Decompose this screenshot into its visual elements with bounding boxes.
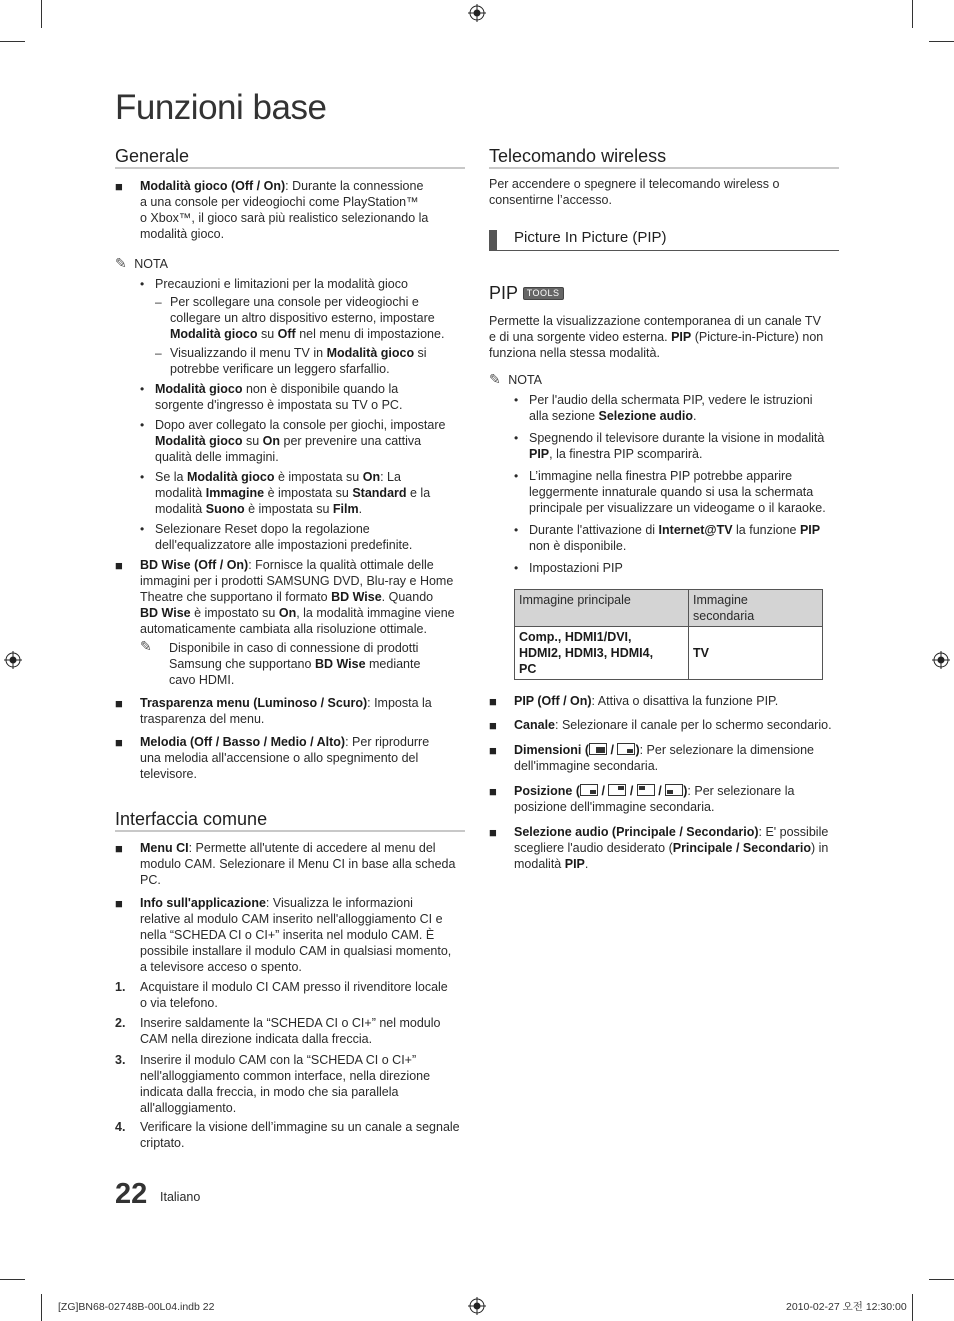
note-item: • Spegnendo il televisore durante la visione in modalità PIP, la finestra PIP scomparirà. <box>514 431 825 461</box>
registration-mark-icon <box>468 1297 486 1315</box>
note-item: • Se la Modalità gioco è impostata su On: La modalità Immagine è impostata su Standard e la modalità Suono è impostata su Film. <box>140 470 431 516</box>
footer-file-info: [ZG]BN68-02748B-00L04.indb 22 <box>58 1301 215 1313</box>
section-heading-telecomando: Telecomando wireless <box>489 146 667 166</box>
crop-mark <box>41 1294 42 1321</box>
section-heading-interfaccia-comune: Interfaccia comune <box>115 809 268 829</box>
page-number: 22 <box>115 1178 148 1210</box>
position-top-right-icon <box>608 784 626 796</box>
footer-date: 2010-02-27 오전 12:30:00 <box>786 1301 907 1313</box>
pip-intro: Permette la visualizzazione contemporanea di un canale TV e di una sorgente video esterna. PIP (Picture-in-Picture) non funziona nella stessa modalità. <box>489 314 824 360</box>
bullet-dot-icon: • <box>140 277 145 291</box>
bullet-square-icon: ■ <box>489 784 497 799</box>
bullet-square-icon: ■ <box>115 558 123 573</box>
dash-icon: – <box>155 346 162 360</box>
subsection-bar <box>489 230 497 250</box>
telecomando-text: Per accendere o spegnere il telecomando wireless o consentirne l’accesso. <box>489 177 780 207</box>
heading-rule <box>115 167 465 169</box>
table-header-cell: Immagine secondaria <box>689 590 823 627</box>
note-pencil-icon: ✎ <box>140 638 152 654</box>
size-large-icon <box>589 743 607 755</box>
subsection-rule <box>489 250 839 251</box>
note-header: ✎ NOTA <box>489 371 543 387</box>
note-item: • Impostazioni PIP <box>514 561 623 575</box>
pip-note-list <box>514 392 841 576</box>
table-row <box>515 627 823 680</box>
note-item: • Per l'audio della schermata PIP, vedere le istruzioni alla sezione Selezione audio. <box>514 393 813 423</box>
table-header-cell: Immagine principale <box>515 590 689 627</box>
crop-mark <box>929 1279 954 1280</box>
crop-mark <box>41 0 42 28</box>
note-subitem: – Per scollegare una console per videogiochi e collegare un altro dispositivo esterno, impostare Modalità gioco su Off nel menu di impostazione. <box>155 295 445 341</box>
section-heading-generale: Generale <box>115 146 190 166</box>
note-item: • L’immagine nella finestra PIP potrebbe apparire leggermente innaturale quando si usa la schermata principale per visualizzare un videogame o il karaoke. <box>514 469 826 515</box>
bullet-square-icon: ■ <box>489 718 497 733</box>
table-cell: Comp., HDMI1/DVI, HDMI2, HDMI3, HDMI4, PC <box>515 627 689 680</box>
size-small-icon <box>617 743 635 755</box>
crop-mark <box>912 0 913 28</box>
bullet-dot-icon: • <box>140 382 145 396</box>
bullet-square-icon: ■ <box>115 841 123 856</box>
note-item: • Selezionare Reset dopo la regolazione dell'equalizzatore alle impostazioni predefinite. <box>140 522 413 552</box>
bullet-dot-icon: • <box>514 523 519 537</box>
registration-mark-icon <box>4 651 22 669</box>
crop-mark <box>929 41 954 42</box>
dash-icon: – <box>155 295 162 309</box>
heading-rule <box>489 167 839 169</box>
bullet-square-icon: ■ <box>489 825 497 840</box>
subsection-heading-pip: Picture In Picture (PIP) <box>514 229 667 246</box>
bullet-dot-icon: • <box>514 469 519 483</box>
note-item: • Precauzioni e limitazioni per la modalità gioco <box>140 277 408 291</box>
note-item: • Modalità gioco non è disponibile quando la sorgente d'ingresso è impostata su TV o PC. <box>140 382 403 412</box>
bullet-dot-icon: • <box>514 431 519 445</box>
note-item: • Dopo aver collegato la console per giochi, impostare Modalità gioco su On per prevenire una cattiva qualità delle immagini. <box>140 418 446 464</box>
note-header: ✎ NOTA <box>115 255 169 271</box>
registration-mark-icon <box>932 651 950 669</box>
pip-settings-table <box>514 589 823 680</box>
page-title: Funzioni base <box>115 88 327 127</box>
bullet-dot-icon: • <box>140 522 145 536</box>
bullet-square-icon: ■ <box>115 696 123 711</box>
bullet-dot-icon: • <box>514 561 519 575</box>
crop-mark <box>0 41 25 42</box>
crop-mark <box>912 1294 913 1321</box>
note-subitem: – Visualizzando il menu TV in Modalità gioco si potrebbe verificare un leggero sfarfallio. <box>155 346 427 376</box>
page-language: Italiano <box>160 1190 201 1204</box>
tools-badge-icon: TOOLS <box>523 287 564 300</box>
bullet-dot-icon: • <box>140 418 145 432</box>
note-item: • Durante l'attivazione di Internet@TV la funzione PIP non è disponibile. <box>514 523 821 553</box>
bullet-dot-icon: • <box>514 393 519 407</box>
bullet-dot-icon: • <box>140 470 145 484</box>
note-pencil-icon: ✎ <box>489 371 501 387</box>
pip-heading: PIP TOOLS <box>489 282 564 304</box>
note-pencil-icon: ✎ <box>115 255 127 271</box>
bullet-square-icon: ■ <box>115 735 123 750</box>
bullet-square-icon: ■ <box>489 743 497 758</box>
registration-mark-icon <box>468 4 486 22</box>
table-header-row <box>515 590 823 627</box>
bullet-square-icon: ■ <box>489 694 497 709</box>
position-bottom-left-icon <box>665 784 683 796</box>
position-top-left-icon <box>637 784 655 796</box>
heading-rule <box>115 830 465 832</box>
table-cell: TV <box>689 627 823 680</box>
bullet-square-icon: ■ <box>115 179 123 194</box>
crop-mark <box>0 1279 25 1280</box>
note-list <box>140 276 465 553</box>
position-bottom-right-icon <box>580 784 598 796</box>
bd-wise-note: ✎ Disponibile in caso di connessione di prodotti Samsung che supportano BD Wise mediante cavo HDMI. <box>140 638 421 687</box>
bullet-square-icon: ■ <box>115 896 123 911</box>
